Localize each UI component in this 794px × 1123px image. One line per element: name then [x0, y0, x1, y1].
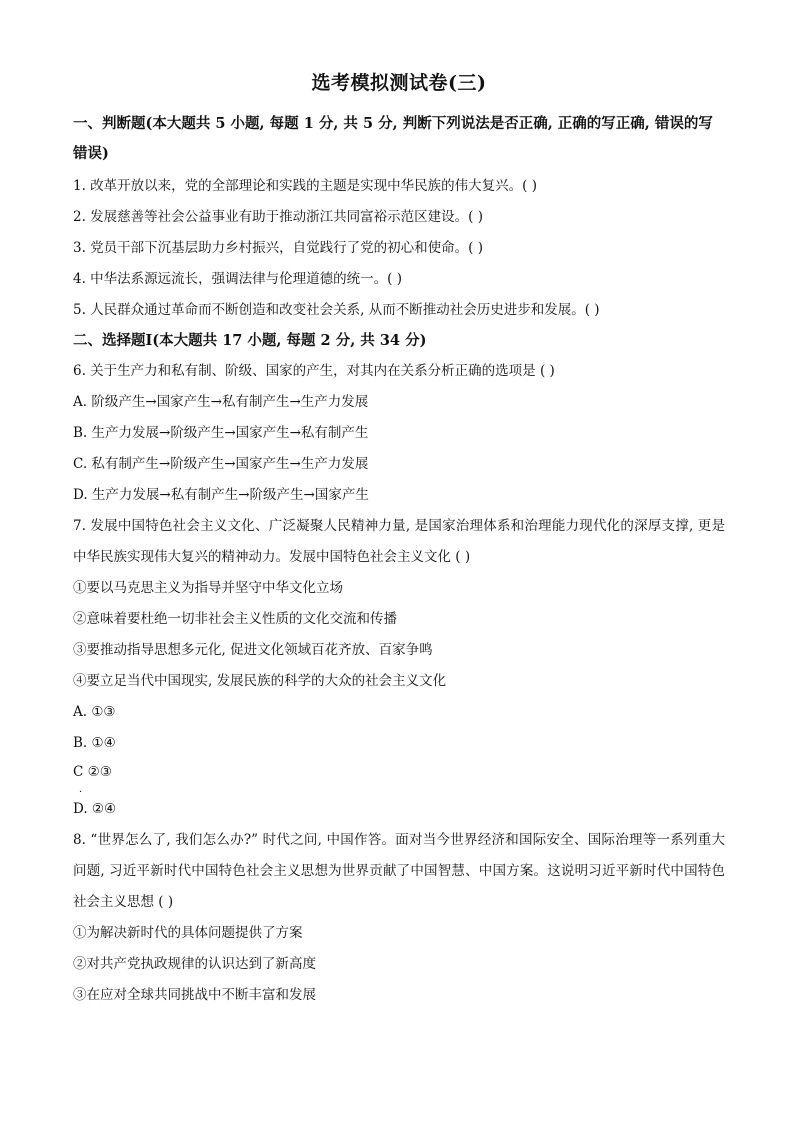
- question-6-option-d: D. 生产力发展→私有制产生→阶级产生→国家产生: [73, 487, 369, 503]
- judgment-item-2: 2. 发展慈善等社会公益事业有助于推动浙江共同富裕示范区建设。( ): [73, 209, 483, 225]
- judgment-item-4: 4. 中华法系源远流长，强调法律与伦理道德的统一。( ): [73, 271, 402, 287]
- question-6-stem: 6. 关于生产力和私有制、阶级、国家的产生，对其内在关系分析正确的选项是 ( ): [73, 363, 555, 379]
- question-6-option-b: B. 生产力发展→阶级产生→国家产生→私有制产生: [73, 425, 369, 441]
- exam-page: [73, 68, 725, 1011]
- judgment-item-3: 3. 党员干部下沉基层助力乡村振兴，自觉践行了党的初心和使命。( ): [73, 240, 483, 256]
- question-8-stem: 8. “世界怎么了, 我们怎么办?” 时代之问, 中国作答。面对当今世界经济和国际安全、国际治理等一系列重大问题, 习近平新时代中国特色社会主义思想为世界贡献了中国智慧、中国方案。这说明习近平新时代中国特色社会主义思想 ( ): [73, 832, 725, 910]
- judgment-item-1: 1. 改革开放以来，党的全部理论和实践的主题是实现中华民族的伟大复兴。( ): [73, 178, 537, 194]
- question-7-statement-2: ②意味着要杜绝一切非社会主义性质的文化交流和传播: [73, 611, 397, 627]
- question-7-stem: 7. 发展中国特色社会主义文化、广泛凝聚人民精神力量, 是国家治理体系和治理能力现代化的深厚支撑, 更是中华民族实现伟大复兴的精神动力。发展中国特色社会主义文化 ( ): [73, 518, 725, 565]
- section-1-header: 一、判断题(本大题共 5 小题, 每题 1 分, 共 5 分, 判断下列说法是否正确, 正确的写正确, 错误的写错误): [73, 115, 713, 162]
- question-7-statement-3: ③要推动指导思想多元化, 促进文化领域百花齐放、百家争鸣: [73, 642, 433, 658]
- question-7-statement-4: ④要立足当代中国现实, 发展民族的科学的大众的社会主义文化: [73, 673, 447, 689]
- page-title: 选考模拟测试卷(三): [311, 72, 487, 94]
- question-8-statement-1: ①为解决新时代的具体问题提供了方案: [73, 925, 303, 941]
- stray-dot: ．: [79, 784, 89, 795]
- question-7-option-d: D. ②④: [73, 801, 117, 817]
- question-7-option-c: C ②③: [73, 764, 112, 780]
- section-2-header: 二、选择题Ⅰ(本大题共 17 小题, 每题 2 分, 共 34 分): [73, 332, 427, 349]
- judgment-item-5: 5. 人民群众通过革命而不断创造和改变社会关系, 从而不断推动社会历史进步和发展。( ): [73, 302, 600, 318]
- question-6-option-a: A. 阶级产生→国家产生→私有制产生→生产力发展: [73, 394, 369, 410]
- question-8-statement-3: ③在应对全球共同挑战中不断丰富和发展: [73, 987, 316, 1003]
- question-7-statement-1: ①要以马克思主义为指导并坚守中华文化立场: [73, 580, 343, 596]
- question-7-option-b: B. ①④: [73, 735, 116, 751]
- question-7-option-a: A. ①③: [73, 704, 116, 720]
- question-8-statement-2: ②对共产党执政规律的认识达到了新高度: [73, 956, 316, 972]
- question-6-option-c: C. 私有制产生→阶级产生→国家产生→生产力发展: [73, 456, 369, 472]
